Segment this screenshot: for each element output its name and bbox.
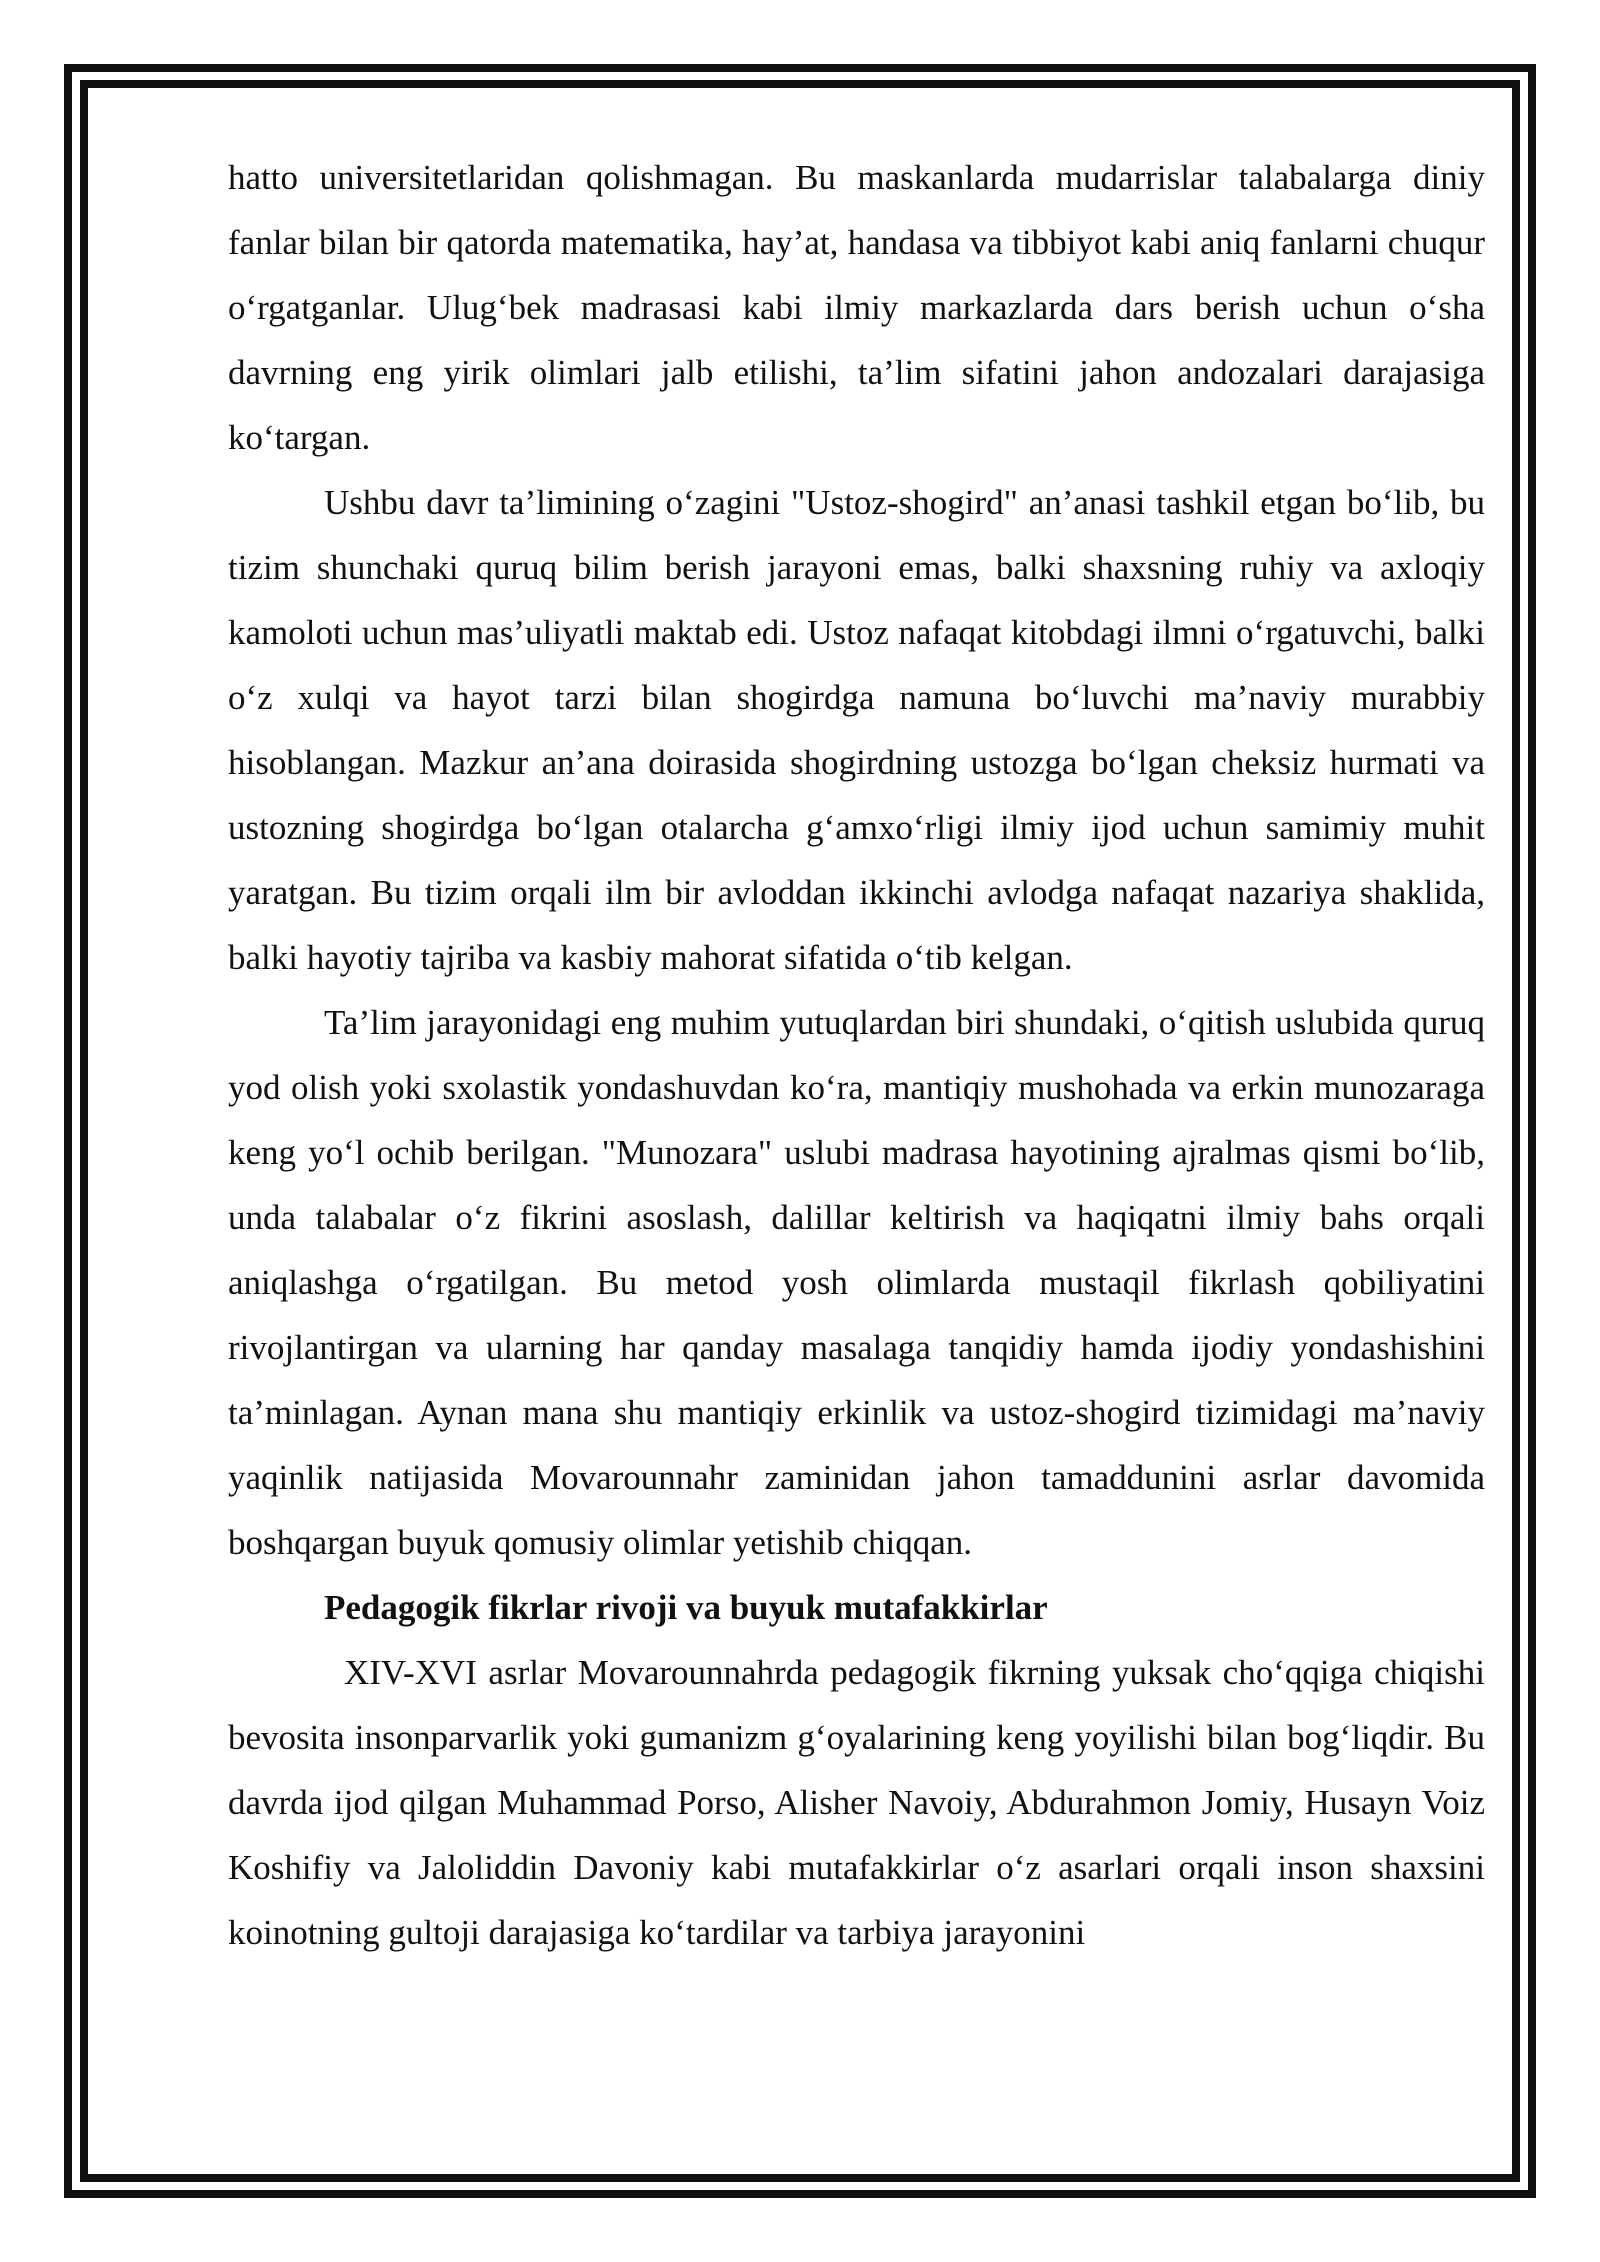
page-body (228, 145, 1485, 1965)
paragraph-pedagogik: XIV-XVI asrlar Movarounnahrda pedagogik fikrning yuksak cho‘qqiga chiqishi bevosita insonparvarlik yoki gumanizm g‘oyalarining keng yoyilishi bilan bog‘liqdir. Bu davrda ijod qilgan Muhammad Porso, Alisher Navoiy, Abdurahmon Jomiy, Husayn Voiz Koshifiy va Jaloliddin Davoniy kabi mutafakkirlar o‘z asarlari orqali inson shaxsini koinotning gultoji darajasiga ko‘tardilar va tarbiya jarayonini (228, 1653, 1485, 1952)
section-heading: Pedagogik fikrlar rivoji va buyuk mutafakkirlar (324, 1588, 1048, 1627)
paragraph-continuation: hatto universitetlaridan qolishmagan. Bu maskanlarda mudarrislar talabalarga diniy fanlar bilan bir qatorda matematika, hay’at, handasa va tibbiyot kabi aniq fanlarni chuqur o‘rgatganlar. Ulug‘bek madrasasi kabi ilmiy markazlarda dars berish uchun o‘sha davrning eng yirik olimlari jalb etilishi, ta’lim sifatini jahon andozalari darajasiga ko‘targan. (228, 158, 1485, 457)
paragraph-ustoz-shogird: Ushbu davr ta’limining o‘zagini "Ustoz-shogird" an’anasi tashkil etgan bo‘lib, bu tizim shunchaki quruq bilim berish jarayoni emas, balki shaxsning ruhiy va axloqiy kamoloti uchun mas’uliyatli maktab edi. Ustoz nafaqat kitobdagi ilmni o‘rgatuvchi, balki o‘z xulqi va hayot tarzi bilan shogirdga namuna bo‘luvchi ma’naviy murabbiy hisoblangan. Mazkur an’ana doirasida shogirdning ustozga bo‘lgan cheksiz hurmati va ustozning shogirdga bo‘lgan otalarcha g‘amxo‘rligi ilmiy ijod uchun samimiy muhit yaratgan. Bu tizim orqali ilm bir avloddan ikkinchi avlodga nafaqat nazariya shaklida, balki hayotiy tajriba va kasbiy mahorat sifatida o‘tib kelgan. (228, 483, 1485, 977)
paragraph-munozara: Ta’lim jarayonidagi eng muhim yutuqlardan biri shundaki, o‘qitish uslubida quruq yod olish yoki sxolastik yondashuvdan ko‘ra, mantiqiy mushohada va erkin munozaraga keng yo‘l ochib berilgan. "Munozara" uslubi madrasa hayotining ajralmas qismi bo‘lib, unda talabalar o‘z fikrini asoslash, dalillar keltirish va haqiqatni ilmiy bahs orqali aniqlashga o‘rgatilgan. Bu metod yosh olimlarda mustaqil fikrlash qobiliyatini rivojlantirgan va ularning har qanday masalaga tanqidiy hamda ijodiy yondashishini ta’minlagan. Aynan mana shu mantiqiy erkinlik va ustoz-shogird tizimidagi ma’naviy yaqinlik natijasida Movarounnahr zaminidan jahon tamaddunini asrlar davomida boshqargan buyuk qomusiy olimlar yetishib chiqqan. (228, 1003, 1485, 1562)
